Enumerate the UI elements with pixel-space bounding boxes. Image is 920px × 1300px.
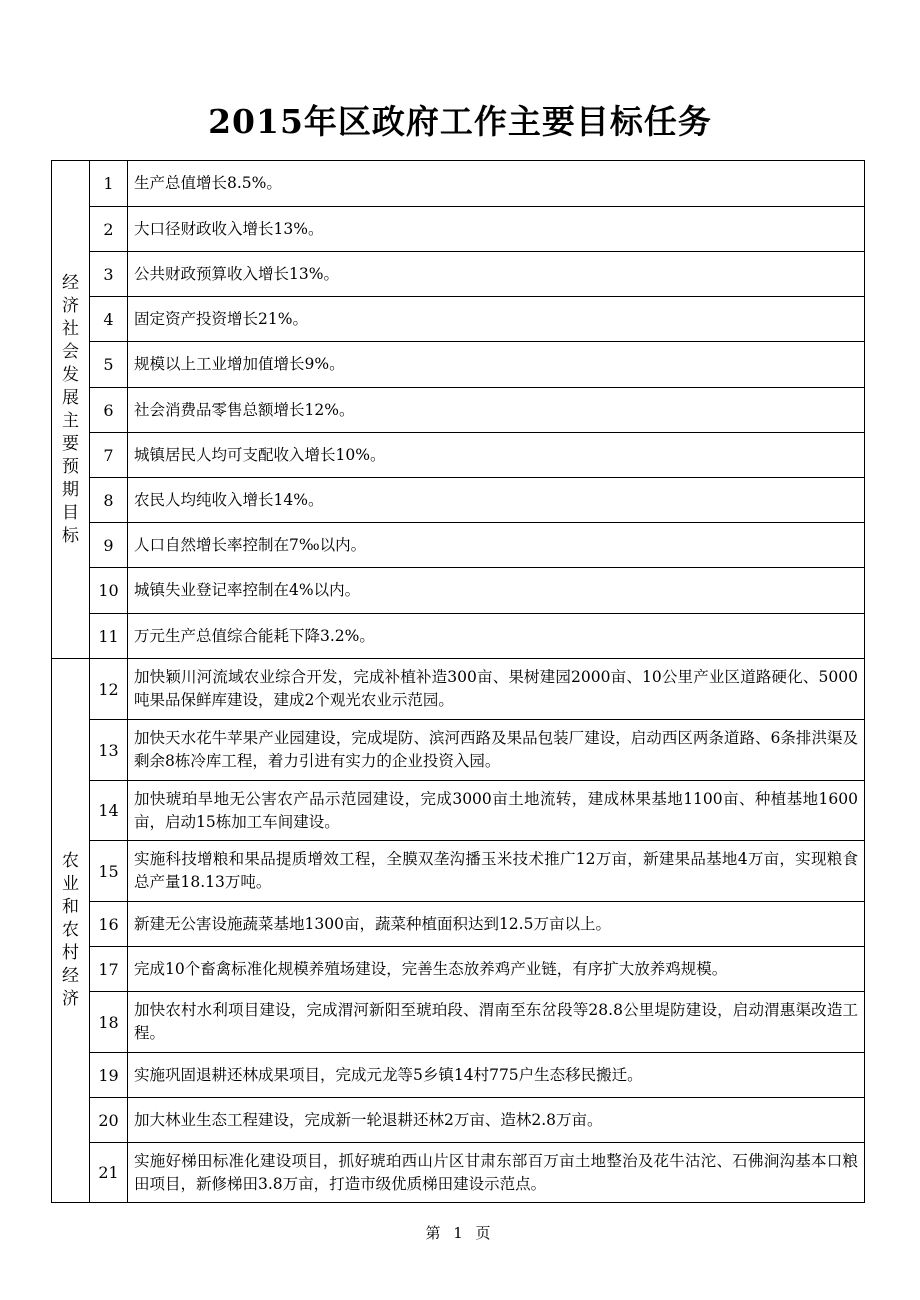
row-number: 21	[90, 1143, 128, 1203]
task-text: 加快琥珀旱地无公害农产品示范园建设，完成3000亩土地流转，建成林果基地1100亩、种植基地1600亩，启动15栋加工车间建设。	[128, 781, 865, 841]
task-text: 城镇失业登记率控制在4%以内。	[128, 568, 865, 614]
row-number: 17	[90, 947, 128, 992]
row-number: 20	[90, 1098, 128, 1143]
row-number: 2	[90, 207, 128, 252]
task-text: 加快天水花牛苹果产业园建设，完成堤防、滨河西路及果品包装厂建设，启动西区两条道路、6条排洪渠及剩余8栋冷库工程，着力引进有实力的企业投资入园。	[128, 720, 865, 781]
table-row	[52, 388, 865, 433]
row-number: 10	[90, 568, 128, 614]
row-number: 8	[90, 478, 128, 523]
table-row	[52, 433, 865, 478]
task-text: 实施巩固退耕还林成果项目，完成元龙等5乡镇14村775户生态移民搬迁。	[128, 1053, 865, 1098]
table-row	[52, 841, 865, 902]
table-row	[52, 902, 865, 947]
task-text: 完成10个畜禽标准化规模养殖场建设，完善生态放养鸡产业链，有序扩大放养鸡规模。	[128, 947, 865, 992]
table-row	[52, 1143, 865, 1203]
task-text: 人口自然增长率控制在7‰以内。	[128, 523, 865, 568]
table-row	[52, 207, 865, 252]
row-number: 18	[90, 992, 128, 1053]
task-text: 农民人均纯收入增长14%。	[128, 478, 865, 523]
table-row	[52, 568, 865, 614]
task-text: 社会消费品零售总额增长12%。	[128, 388, 865, 433]
row-number: 9	[90, 523, 128, 568]
category-cell	[52, 161, 90, 659]
task-text: 实施科技增粮和果品提质增效工程，全膜双垄沟播玉米技术推广12万亩，新建果品基地4万亩，实现粮食总产量18.13万吨。	[128, 841, 865, 902]
table-row	[52, 297, 865, 342]
table-row	[52, 614, 865, 659]
table-row	[52, 947, 865, 992]
goals-table	[51, 160, 865, 1203]
task-text: 万元生产总值综合能耗下降3.2%。	[128, 614, 865, 659]
table-row	[52, 342, 865, 388]
table-row	[52, 161, 865, 207]
row-number: 15	[90, 841, 128, 902]
task-text: 公共财政预算收入增长13%。	[128, 252, 865, 297]
table-row	[52, 523, 865, 568]
row-number: 1	[90, 161, 128, 207]
row-number: 3	[90, 252, 128, 297]
row-number: 5	[90, 342, 128, 388]
category-label: 农业和农村经济	[62, 851, 79, 1009]
category-cell	[52, 659, 90, 1203]
row-number: 7	[90, 433, 128, 478]
row-number: 4	[90, 297, 128, 342]
table-row	[52, 659, 865, 720]
row-number: 14	[90, 781, 128, 841]
table-row	[52, 478, 865, 523]
task-text: 城镇居民人均可支配收入增长10%。	[128, 433, 865, 478]
row-number: 6	[90, 388, 128, 433]
task-text: 加快颖川河流域农业综合开发，完成补植补造300亩、果树建园2000亩、10公里产业区道路硬化、5000吨果品保鲜库建设，建成2个观光农业示范园。	[128, 659, 865, 720]
row-number: 11	[90, 614, 128, 659]
task-text: 生产总值增长8.5%。	[128, 161, 865, 207]
row-number: 16	[90, 902, 128, 947]
task-text: 新建无公害设施蔬菜基地1300亩，蔬菜种植面积达到12.5万亩以上。	[128, 902, 865, 947]
row-number: 19	[90, 1053, 128, 1098]
table-row	[52, 720, 865, 781]
task-text: 加大林业生态工程建设，完成新一轮退耕还林2万亩、造林2.8万亩。	[128, 1098, 865, 1143]
table-row	[52, 1053, 865, 1098]
page-number: 第 1 页	[425, 1224, 495, 1242]
page-title: 2015年区政府工作主要目标任务	[208, 102, 712, 141]
task-text: 实施好梯田标准化建设项目，抓好琥珀西山片区甘肃东部百万亩土地整治及花牛沽沱、石佛涧沟基本口粮田项目，新修梯田3.8万亩，打造市级优质梯田建设示范点。	[128, 1143, 865, 1203]
table-row	[52, 781, 865, 841]
task-text: 大口径财政收入增长13%。	[128, 207, 865, 252]
table-row	[52, 1098, 865, 1143]
row-number: 12	[90, 659, 128, 720]
category-label: 经济社会发展主要预期目标	[62, 272, 79, 546]
table-row	[52, 252, 865, 297]
table-row	[52, 992, 865, 1053]
task-text: 规模以上工业增加值增长9%。	[128, 342, 865, 388]
task-text: 加快农村水利项目建设，完成渭河新阳至琥珀段、渭南至东岔段等28.8公里堤防建设，启动渭惠渠改造工程。	[128, 992, 865, 1053]
task-text: 固定资产投资增长21%。	[128, 297, 865, 342]
row-number: 13	[90, 720, 128, 781]
